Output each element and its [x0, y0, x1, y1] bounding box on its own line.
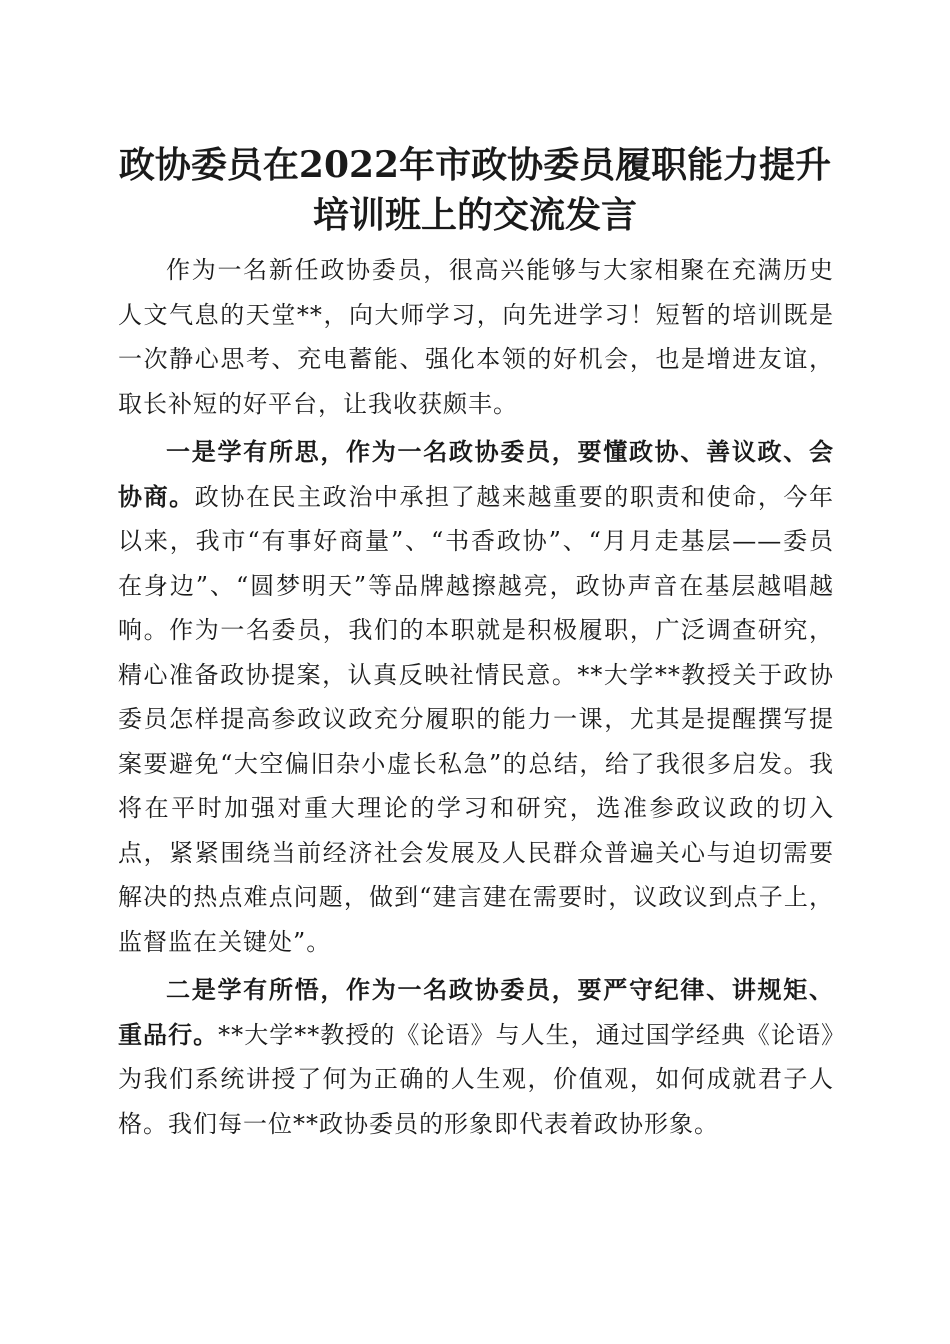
paragraph-intro [118, 248, 834, 426]
title-line-1: 政协委员在2022年市政协委员履职能力提升 [118, 144, 832, 186]
paragraph-text: 政协在民主政治中承担了越来越重要的职责和使命，今年以来，我市“有事好商量”、“书香政协”、“月月走基层——委员在身边”、“圆梦明天”等品牌越擦越亮，政协声音在基层越唱越响。作为一名委员，我们的本职就是积极履职，广泛调查研究，精心准备政协提案，认真反映社情民意。**大学**教授关于政协委员怎样提高参政议政充分履职的能力一课，尤其是提醒撰写提案要避免“大空偏旧杂小虚长私急”的总结，给了我很多启发。我将在平时加强对重大理论的学习和研究，选准参政议政的切入点，紧紧围绕当前经济社会发展及人民群众普遍关心与迫切需要解决的热点难点问题，做到“建言建在需要时，议政议到点子上，监督监在关键处”。 [118, 482, 835, 956]
document-title [0, 140, 950, 240]
document-body [118, 248, 834, 1150]
paragraph-lead: 二是学有所悟，作为一名政协委员，要严守纪律、讲规矩、重品行。 [118, 975, 834, 1049]
paragraph-point-two [118, 968, 834, 1146]
paragraph-text: 作为一名新任政协委员，很高兴能够与大家相聚在充满历史人文气息的天堂**，向大师学习，向先进学习！短暂的培训既是一次静心思考、充电蓄能、强化本领的好机会，也是增进友谊，取长补短的好平台，让我收获颇丰。 [118, 256, 834, 418]
paragraph-text: **大学**教授的《论语》与人生，通过国学经典《论语》为我们系统讲授了何为正确的人生观，价值观，如何成就君子人格。我们每一位**政协委员的形象即代表着政协形象。 [118, 1020, 835, 1138]
paragraph-lead: 一是学有所思，作为一名政协委员，要懂政协、善议政、会协商。 [118, 437, 834, 511]
paragraph-point-one [118, 430, 834, 964]
title-line-2: 培训班上的交流发言 [312, 194, 637, 236]
